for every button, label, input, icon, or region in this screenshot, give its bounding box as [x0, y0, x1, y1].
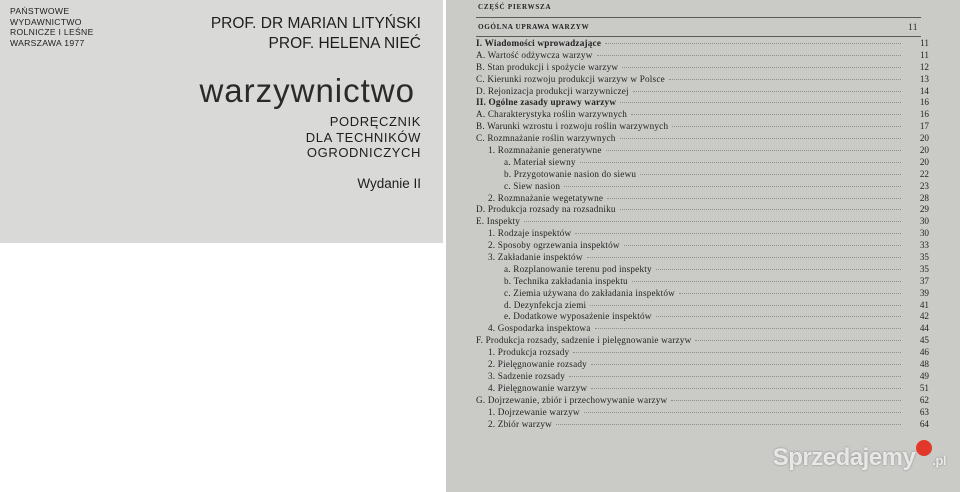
toc-leader-dots [580, 162, 901, 163]
toc-entry [446, 347, 960, 359]
subtitle-line: OGRODNICZYCH [306, 145, 421, 161]
toc-leader-dots [606, 150, 901, 151]
toc-entry [446, 335, 960, 347]
toc-entry-title: 1. Rodzaje inspektów [488, 228, 572, 239]
toc-entry [446, 157, 960, 169]
toc-leader-dots [672, 126, 901, 127]
divider-line [476, 36, 921, 37]
toc-leader-dots [640, 174, 901, 175]
toc-entry-page: 20 [919, 133, 929, 144]
author-name: PROF. DR MARIAN LITYŃSKI [210, 15, 421, 32]
toc-entry-title: 2. Zbiór warzyw [488, 418, 552, 429]
toc-entry-page: 16 [919, 109, 929, 120]
watermark-logo [773, 444, 946, 472]
toc-entry-page: 63 [919, 406, 929, 417]
toc-entry-page: 48 [919, 359, 929, 370]
publisher-line: PAŃSTWOWE [10, 6, 70, 16]
toc-entry-page: 46 [919, 347, 929, 358]
toc-entry-page: 37 [919, 275, 929, 286]
toc-entry-page: 49 [919, 370, 929, 381]
toc-leader-dots [656, 316, 901, 317]
toc-leader-dots [631, 114, 901, 115]
toc-leader-dots [656, 269, 901, 270]
toc-leader-dots [607, 198, 901, 199]
toc-entry [446, 264, 960, 276]
toc-entry-title: b. Technika zakładania inspektu [504, 275, 628, 286]
toc-leader-dots [679, 293, 901, 294]
toc-entry-page: 44 [919, 323, 929, 334]
toc-leader-dots [624, 245, 901, 246]
toc-entry [446, 193, 960, 205]
toc-entry-title: E. Inspekty [476, 216, 521, 227]
toc-entry-title: 4. Gospodarka inspektowa [488, 323, 591, 334]
toc-entry-page: 29 [919, 204, 929, 215]
toc-leader-dots [671, 400, 901, 401]
toc-entry-title: e. Dodatkowe wyposażenie inspektów [504, 311, 652, 322]
toc-entry-page: 14 [919, 85, 929, 96]
toc-leader-dots [524, 221, 901, 222]
toc-entry-title: D. Produkcja rozsady na rozsadniku [476, 204, 616, 215]
toc-entry-title: 1. Dojrzewanie warzyw [488, 406, 580, 417]
toc-entry [446, 204, 960, 216]
toc-entry-page: 39 [919, 287, 929, 298]
watermark-suffix: .pl [932, 453, 946, 468]
toc-entry [446, 74, 960, 86]
toc-entry-title: b. Przygotowanie nasion do siewu [504, 168, 637, 179]
toc-entry-title: A. Charakterystyka roślin warzywnych [476, 109, 628, 120]
toc-entry-title: a. Rozplanowanie terenu pod inspekty [504, 263, 652, 274]
toc-entry-title: 4. Pielęgnowanie warzyw [488, 382, 588, 393]
toc-entry [446, 97, 960, 109]
publisher-line: WYDAWNICTWO [10, 16, 82, 27]
toc-entry-page: 30 [919, 216, 929, 227]
toc-entry-title: C. Rozmnażanie roślin warzywnych [476, 133, 616, 144]
toc-leader-dots [584, 412, 901, 413]
toc-leader-dots [622, 67, 901, 68]
authors-block [211, 14, 421, 53]
subtitle-line: DLA TECHNIKÓW [305, 129, 421, 145]
toc-entry-title: B. Stan produkcji i spożycie warzyw [476, 61, 619, 72]
toc-entry-title: G. Dojrzewanie, zbiór i przechowywanie warzyw [476, 394, 668, 405]
toc-entry [446, 50, 960, 62]
publisher-line: ROLNICZE I LEŚNE [10, 27, 94, 38]
toc-leader-dots [591, 364, 901, 365]
section-header-title: OGÓLNA UPRAWA WARZYW [478, 23, 590, 31]
toc-leader-dots [590, 305, 901, 306]
author-name: PROF. HELENA NIEĆ [268, 34, 421, 52]
toc-entry [446, 359, 960, 371]
toc-leader-dots [569, 376, 901, 377]
section-header [478, 23, 918, 31]
toc-entry-title: d. Dezynfekcja ziemi [504, 299, 587, 310]
part-header: CZĘŚĆ PIERWSZA [478, 3, 552, 11]
toc-entry [446, 395, 960, 407]
toc-entry [446, 169, 960, 181]
toc-entry [446, 252, 960, 264]
toc-entry [446, 86, 960, 98]
toc-entry [446, 38, 960, 50]
toc-entry [446, 216, 960, 228]
toc-entry-page: 42 [919, 311, 929, 322]
toc-entry-page: 64 [919, 418, 929, 429]
toc-entry-page: 11 [920, 38, 929, 48]
toc-entry-page: 17 [919, 121, 929, 132]
toc-leader-dots [597, 55, 901, 56]
table-of-contents-page [446, 0, 960, 492]
toc-entry-title: a. Materiał siewny [504, 156, 576, 167]
toc-entry [446, 371, 960, 383]
toc-leader-dots [620, 138, 901, 139]
toc-entry-page: 41 [919, 299, 929, 310]
toc-entry-page: 30 [919, 228, 929, 239]
toc-entry-title: 2. Pielęgnowanie rozsady [488, 359, 587, 370]
toc-entry-page: 51 [919, 382, 929, 393]
publisher-line: WARSZAWA 1977 [10, 38, 85, 49]
toc-entry-title: II. Ogólne zasady uprawy warzyw [476, 97, 617, 108]
edition-label: Wydanie II [357, 176, 421, 191]
toc-entry-title: 3. Sadzenie rozsady [488, 370, 566, 381]
toc-entry-page: 35 [919, 252, 929, 263]
toc-entry-page: 45 [919, 335, 929, 346]
toc-entry [446, 407, 960, 419]
toc-entry-title: B. Warunki wzrostu i rozwoju roślin warzywnych [476, 121, 669, 132]
toc-entry [446, 311, 960, 323]
title-page [0, 0, 443, 243]
toc-entry [446, 276, 960, 288]
toc-entry [446, 300, 960, 312]
toc-entry-title: F. Produkcja rozsady, sadzenie i pielęgnowanie warzyw [476, 335, 692, 346]
toc-entry [446, 288, 960, 300]
publisher-block [10, 6, 94, 49]
toc-entry-page: 23 [919, 180, 929, 191]
toc-entry [446, 240, 960, 252]
toc-entry [446, 145, 960, 157]
toc-entry-title: c. Ziemia używana do zakładania inspektów [504, 287, 675, 298]
toc-leader-dots [632, 281, 901, 282]
toc-entry-title: C. Kierunki rozwoju produkcji warzyw w Polsce [476, 73, 665, 84]
toc-entry [446, 323, 960, 335]
watermark-text: Sprzedajemy [772, 444, 916, 471]
toc-entry-title: D. Rejonizacja produkcji warzywniczej [476, 85, 629, 96]
toc-entry-page: 20 [919, 145, 929, 156]
toc-entry-page: 33 [919, 240, 929, 251]
toc-list [446, 38, 960, 430]
toc-entry [446, 133, 960, 145]
toc-entry [446, 383, 960, 395]
toc-entry-page: 20 [919, 156, 929, 167]
toc-entry-page: 28 [919, 192, 929, 203]
toc-entry-title: 2. Rozmnażanie wegetatywne [488, 192, 604, 203]
toc-entry-page: 13 [919, 73, 929, 84]
toc-leader-dots [564, 186, 901, 187]
subtitle-line: PODRĘCZNIK [329, 114, 421, 129]
toc-leader-dots [633, 91, 901, 92]
toc-entry-page: 35 [919, 263, 929, 274]
divider-line [476, 17, 921, 18]
toc-leader-dots [605, 43, 901, 44]
toc-entry-page: 16 [919, 97, 929, 108]
toc-entry [446, 181, 960, 193]
toc-leader-dots [620, 102, 901, 103]
watermark-dot-icon [916, 440, 932, 456]
toc-leader-dots [587, 257, 901, 258]
section-header-page: 11 [908, 22, 918, 32]
toc-entry-page: 62 [919, 394, 929, 405]
toc-entry [446, 228, 960, 240]
toc-entry-title: 1. Rozmnażanie generatywne [488, 145, 602, 156]
book-title: warzywnictwo [199, 72, 415, 109]
toc-leader-dots [695, 340, 901, 341]
toc-entry-title: 2. Sposoby ogrzewania inspektów [488, 240, 620, 251]
toc-entry-page: 22 [919, 168, 929, 179]
toc-entry [446, 109, 960, 121]
toc-leader-dots [573, 352, 901, 353]
toc-leader-dots [556, 424, 901, 425]
toc-leader-dots [669, 79, 901, 80]
toc-entry-title: A. Wartość odżywcza warzyw [476, 49, 593, 60]
toc-entry-title: c. Siew nasion [504, 180, 561, 191]
toc-entry-title: 1. Produkcja rozsady [488, 347, 570, 358]
toc-entry [446, 419, 960, 431]
toc-entry [446, 62, 960, 74]
toc-leader-dots [620, 209, 901, 210]
toc-entry-title: 3. Zakładanie inspektów [488, 252, 583, 263]
toc-entry [446, 121, 960, 133]
toc-entry-page: 11 [920, 49, 929, 60]
toc-leader-dots [591, 388, 901, 389]
toc-entry-title: I. Wiadomości wprowadzające [476, 38, 602, 48]
subtitle-block [306, 114, 421, 161]
toc-entry-page: 12 [919, 61, 929, 72]
toc-leader-dots [595, 328, 901, 329]
toc-leader-dots [575, 233, 901, 234]
